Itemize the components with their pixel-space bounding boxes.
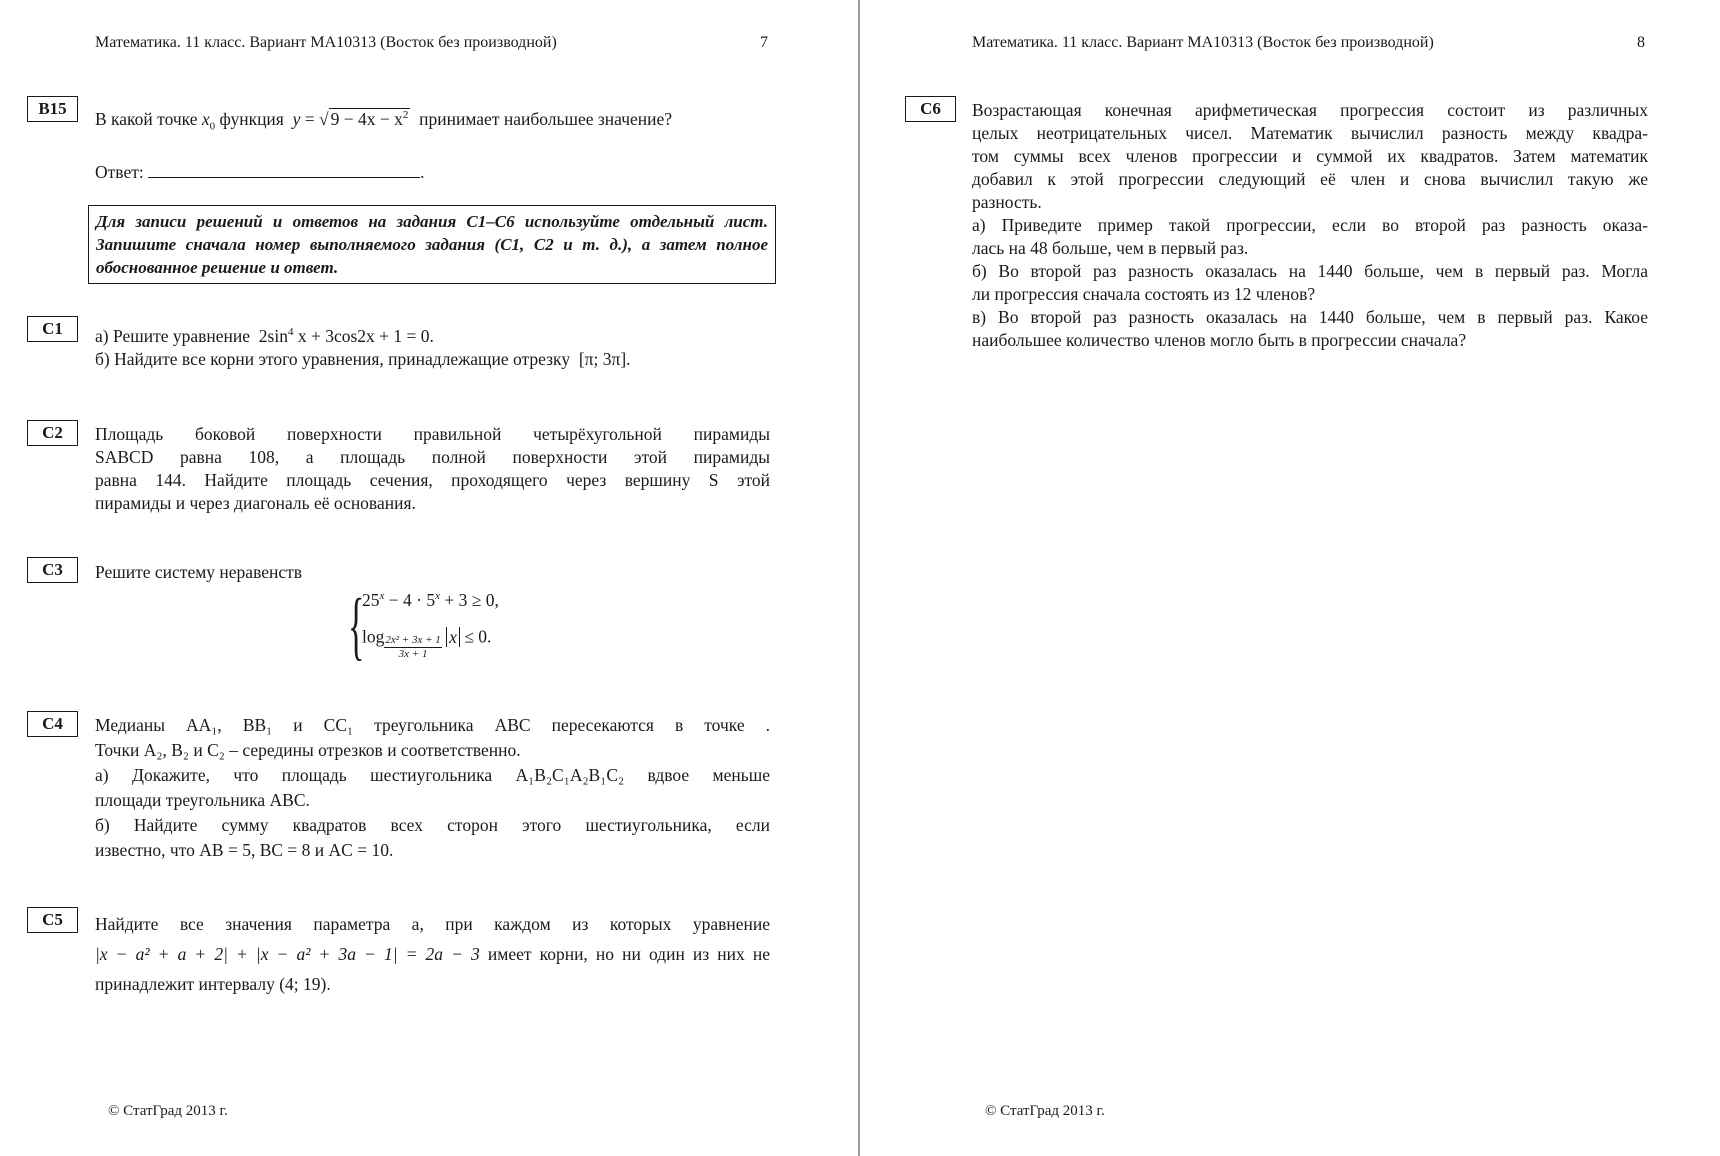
c6-line-10: в) Во второй раз разность оказалась на 1440 больше, чем в первый раз. Какое xyxy=(972,307,1648,327)
page-number: 7 xyxy=(760,34,768,51)
task-label-c4: C4 xyxy=(27,711,78,737)
task-c6 xyxy=(972,99,1648,352)
c2-line1: Площадь боковой поверхности правильной четырёхугольной пирамиды xyxy=(95,424,770,444)
c3-text: Решите систему неравенств xyxy=(95,562,303,582)
task-c5 xyxy=(95,909,770,999)
c2-line2: SABCD равна 108, а площадь полной поверхности этой пирамиды xyxy=(95,447,770,467)
c1-line-b-text: б) Найдите все корни этого уравнения, принадлежащие отрезку xyxy=(95,349,571,369)
right-page xyxy=(860,0,1720,1156)
answer-field[interactable] xyxy=(148,161,420,178)
c4-line4: площади треугольника ABC. xyxy=(95,790,310,810)
c6-line-5: разность. xyxy=(972,192,1042,212)
task-label-c1: C1 xyxy=(27,316,78,342)
c4-line6: известно, что AB = 5, BC = 8 и AC = 10. xyxy=(95,840,394,860)
left-page xyxy=(0,0,858,1156)
c6-line-3: том суммы всех членов прогрессии и суммой их квадратов. Затем математик xyxy=(972,146,1648,166)
c6-line-2: целых неотрицательных чисел. Математик вычислил разность между квадра- xyxy=(972,123,1648,143)
page-footer: © СтатГрад 2013 г. xyxy=(108,1103,228,1119)
task-b15: В какой точке $x_0$ функция y = √ $9 - 4x - x^2$ принимает наибольшее значение? xyxy=(95,109,673,133)
c4-line5: б) Найдите сумму квадратов всех сторон этого шестиугольника, если xyxy=(95,815,770,835)
c1-formula-2: x + 3cos2x + 1 = 0. xyxy=(293,326,434,346)
task-c4 xyxy=(95,713,770,863)
c5-line2 xyxy=(95,939,770,969)
c3-inequality-1: $25^x - 4 \cdot 5^x + 3 \ge 0$, xyxy=(362,590,499,610)
instructions-box: Для записи решений и ответов на задания С1–С6 используйте отдельный лист. Запишите сначала номер выполняемого задания (С1, С2 и т. д.), а затем полное обоснованное решение и ответ. xyxy=(88,205,776,284)
b15-x0-sub: 0 xyxy=(209,120,216,133)
c2-line3: равна 144. Найдите площадь сечения, проходящего через вершину S этой xyxy=(95,470,770,490)
task-label-c3: C3 xyxy=(27,557,78,583)
c6-line-1: Возрастающая конечная арифметическая прогрессия состоит из различных xyxy=(972,100,1648,120)
c5-interval: (4; 19). xyxy=(279,974,331,994)
c6-line-9: ли прогрессия сначала состоять из 12 членов? xyxy=(972,284,1316,304)
b15-formula-y: y xyxy=(292,109,301,129)
c3-inequality-2: log $\frac{\text{2x² + 3x + 1}}{3x + 1}$ x ≤ 0. xyxy=(362,626,492,660)
b15-text-before: В какой точке xyxy=(95,109,198,129)
task-label-c5: C5 xyxy=(27,907,78,933)
b15-text-after: принимает наибольшее значение? xyxy=(419,109,673,129)
task-label-c6: C6 xyxy=(905,96,956,122)
c1-line-a-text: а) Решите уравнение xyxy=(95,326,251,346)
b15-formula-eq: = xyxy=(300,109,320,129)
b15-formula-sqrt: 9 − 4x − x xyxy=(330,109,403,129)
answer-label: Ответ: xyxy=(95,162,144,182)
b15-text-mid: функция xyxy=(219,109,284,129)
task-label-b15: B15 xyxy=(27,96,78,122)
page-number: 8 xyxy=(1637,34,1645,51)
c4-line1: Медианы AA₁, BB₁ и CC₁ треугольника ABC пересекаются в точке . xyxy=(95,715,770,735)
c2-line4: пирамиды и через диагональ её основания. xyxy=(95,493,416,513)
c5-line3 xyxy=(95,969,770,999)
task-c1 xyxy=(95,325,770,371)
page-footer: © СтатГрад 2013 г. xyxy=(985,1103,1105,1119)
c6-line-6: а) Приведите пример такой прогрессии, если во второй раз разность оказа- xyxy=(972,215,1648,235)
c3-inequality-system xyxy=(348,584,548,668)
system-brace: { xyxy=(348,584,365,668)
c5-line1: Найдите все значения параметра a, при каждом из которых уравнение xyxy=(95,914,770,934)
c5-equation: |x − a² + a + 2| + |x − a² + 3a − 1| = 2a − 3 xyxy=(95,944,480,964)
log-base-fraction: $\frac{\text{2x² + 3x + 1}}{3x + 1}$ xyxy=(385,634,441,660)
c6-line-8: б) Во второй раз разность оказалась на 1440 больше, чем в первый раз. Могла xyxy=(972,261,1648,281)
c4-line3: а) Докажите, что площадь шестиугольника A₁B₂C₁A₂B₁C₂ вдвое меньше xyxy=(95,765,770,785)
c5-line2-text: имеет корни, но ни один из них не xyxy=(487,944,770,964)
c5-line3-text: принадлежит интервалу xyxy=(95,974,275,994)
c1-line-b-formula: [π; 3π]. xyxy=(578,349,631,369)
c6-line-7: лась на 48 больше, чем в первый раз. xyxy=(972,238,1249,258)
c1-formula-1: 2sin xyxy=(258,326,288,346)
c6-line-4: добавил к этой прогрессии следующий её член и снова вычислил такую же xyxy=(972,169,1648,189)
task-label-c2: C2 xyxy=(27,420,78,446)
task-c2 xyxy=(95,423,770,515)
c6-line-11: наибольшее количество членов могло быть в прогрессии сначала? xyxy=(972,330,1467,350)
page-header: Математика. 11 класс. Вариант МА10313 (Восток без производной) xyxy=(95,34,557,51)
b15-answer: Ответ: . xyxy=(95,162,425,182)
page-header: Математика. 11 класс. Вариант МА10313 (Восток без производной) xyxy=(972,34,1434,51)
c1-formula-sup: 4 xyxy=(287,326,294,339)
b15-formula-sup: 2 xyxy=(402,109,409,122)
c4-line2: Точки A₂, B₂ и C₂ – середины отрезков и соответственно. xyxy=(95,740,521,760)
b15-x0: x xyxy=(201,109,210,129)
